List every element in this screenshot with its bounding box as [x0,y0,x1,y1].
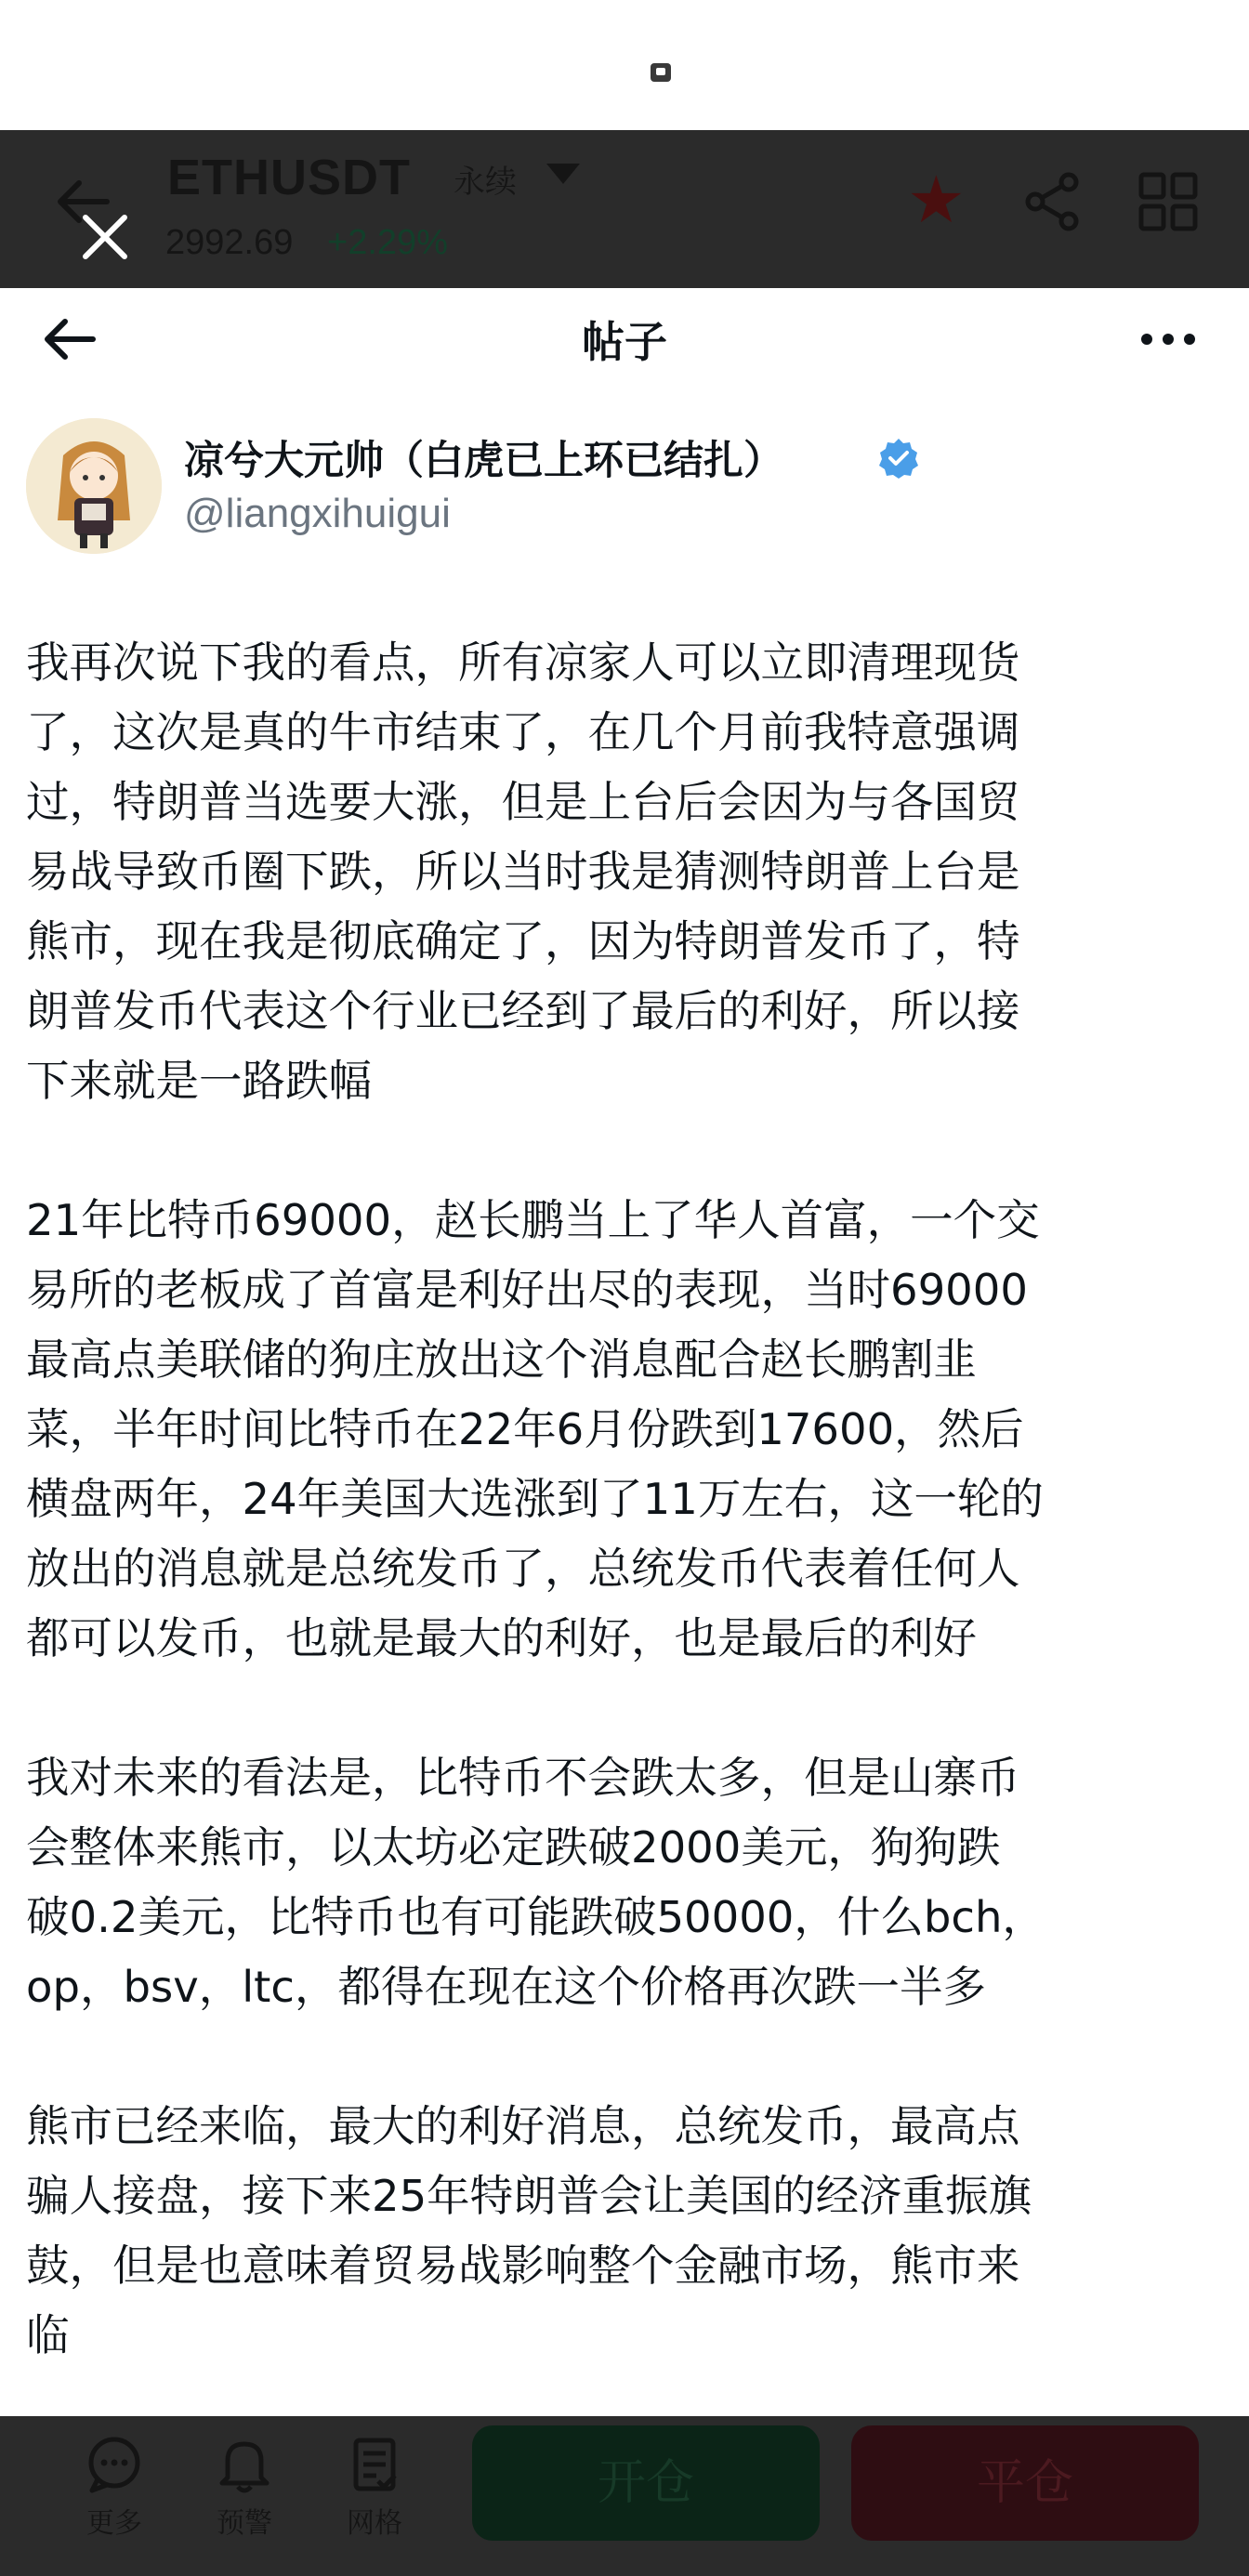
post-paragraph-3: 我对未来的看法是，比特币不会跌太多，但是山寨币 会整体来熊市，以太坊必定跌破2000美元，狗狗跌 破0.2美元，比特币也有可能跌破50000，什么bch， op，bsv，ltc，都得在现在这个价格再次跌一半多 [26,1753,1045,2012]
contract-type-label[interactable]: 永续 [454,164,517,201]
post-paragraph-2: 21年比特币69000，赵长鹏当上了华人首富，一个交 易所的老板成了首富是利好出尽的表现，当时69000 最高点美联储的狗庄放出这个消息配合赵长鹏割韭 菜，半年时间比特币在22年6月份跌到17600，然后 横盘两年，24年美国大选涨到了11万左右，这一轮的 放出的消息就是总统发币了，总统发币代表着任何人 都可以发币，也就是最大的利好，也是最后的利好 [26,1195,1044,1663]
bottom-action-bar [0,2416,1249,2576]
page-title: 帖子 [582,317,667,367]
last-price: 2992.69 [165,223,294,262]
bell-icon [215,2435,274,2494]
alert-button[interactable] [193,2435,296,2541]
post-body [26,628,1230,2440]
close-icon[interactable] [72,204,138,269]
share-icon[interactable] [1022,171,1084,232]
close-position-button[interactable]: 平仓 [851,2425,1199,2541]
avatar[interactable] [26,418,162,554]
author-name[interactable]: 凉兮大元帅（白虎已上环已结扎） [184,438,783,484]
document-list-icon [345,2435,404,2494]
chat-bubble-icon [85,2435,144,2494]
open-position-button[interactable]: 开仓 [472,2425,820,2541]
favorite-star-icon[interactable]: ★ [907,162,966,238]
verified-badge-icon [877,437,920,480]
grid-label: 网格 [347,2507,402,2540]
status-notification-icon [651,63,671,82]
alert-label: 预警 [217,2507,272,2540]
avatar-illustration-icon [26,418,162,554]
price-change-percent: +2.29% [327,223,448,262]
more-options-icon[interactable] [1136,316,1201,362]
more-button[interactable] [63,2435,165,2541]
grid-trading-button[interactable] [323,2435,426,2541]
grid-layout-icon[interactable] [1137,171,1199,232]
chevron-down-icon[interactable] [546,164,580,184]
status-bar [0,0,1249,130]
post-paragraph-4: 熊市已经来临，最大的利好消息，总统发币，最高点 骗人接盘，接下来25年特朗普会让美国的经济重振旗 鼓，但是也意味着贸易战影响整个金融市场，熊市来 临 [26,2101,1032,2360]
post-paragraph-1: 我再次说下我的看点，所有凉家人可以立即清理现货 了，这次是真的牛市结束了，在几个月前我特意强调 过，特朗普当选要大涨，但是上台后会因为与各国贸 易战导致币圈下跌，所以当时我是猜测特朗普上台是 熊市，现在我是彻底确定了，因为特朗普发币了，特 朗普发币代表这个行业已经到了最后的利好，所以接 下来就是一路跌幅 [26,637,1020,1106]
symbol-label[interactable]: ETHUSDT [167,150,411,205]
author-handle[interactable]: @liangxihuigui [184,491,451,536]
trading-header [0,130,1249,288]
more-label: 更多 [86,2507,142,2540]
